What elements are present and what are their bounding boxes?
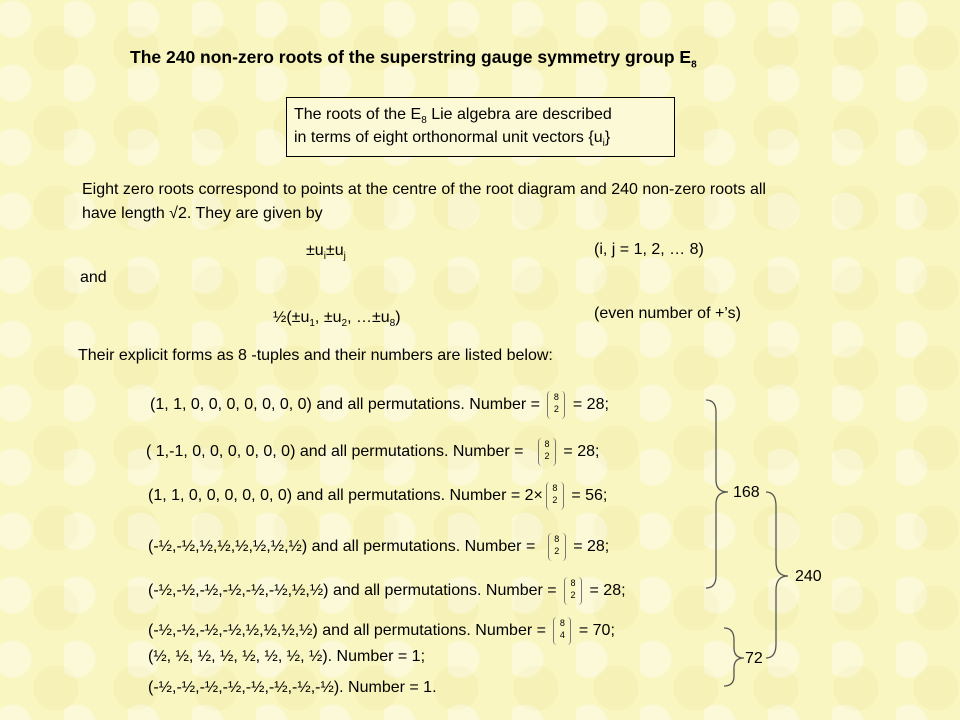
row-result: = 70; bbox=[574, 622, 615, 640]
f2-b-sub: 2 bbox=[341, 318, 348, 330]
row-result: = 28; bbox=[585, 582, 626, 600]
binom-bottom: 2 bbox=[570, 590, 576, 600]
binom-bottom: 4 bbox=[559, 630, 565, 640]
f2-a: ½(±u bbox=[273, 309, 310, 326]
binom-top: 8 bbox=[554, 534, 560, 544]
f1-b-sub: j bbox=[343, 251, 346, 263]
intro-line-2: have length √2. They are given by bbox=[82, 205, 323, 222]
root-row: (-½,-½,-½,-½,-½,-½,-½,-½). Number = 1. bbox=[148, 679, 437, 696]
box-line2-post: } bbox=[604, 129, 611, 146]
box-line1-sub: 8 bbox=[421, 115, 427, 127]
formula-2-condition: (even number of +’s) bbox=[594, 305, 741, 322]
brace-240 bbox=[766, 492, 788, 658]
row-result: = 28; bbox=[568, 396, 609, 414]
binom-top: 8 bbox=[559, 618, 565, 628]
row-result: = 28; bbox=[568, 538, 610, 556]
row-text: (-½,-½,½,½,½,½,½,½) and all permutations. Number = bbox=[148, 538, 540, 556]
brace-72 bbox=[724, 628, 744, 686]
f2-b: , ±u bbox=[314, 309, 342, 326]
row-result: = 56; bbox=[566, 487, 608, 505]
row-result: = 28; bbox=[558, 443, 600, 461]
f2-d: ) bbox=[395, 309, 401, 326]
box-line2-pre: in terms of eight orthonormal unit vectors {u bbox=[294, 129, 603, 146]
and-label: and bbox=[80, 269, 107, 286]
formula-1-condition: (i, j = 1, 2, … 8) bbox=[594, 241, 704, 258]
row-text: (1, 1, 0, 0, 0, 0, 0, 0, 0) and all permutations. Number = bbox=[150, 396, 545, 414]
box-line1-post: Lie algebra are described bbox=[426, 106, 612, 123]
f1-a-sub: i bbox=[323, 251, 326, 263]
binom-top: 8 bbox=[552, 483, 558, 493]
total-72: 72 bbox=[745, 650, 763, 667]
f1-b: ±u bbox=[325, 242, 344, 259]
root-row: (½, ½, ½, ½, ½, ½, ½, ½). Number = 1; bbox=[148, 648, 426, 665]
f1-a: ±u bbox=[306, 242, 324, 259]
box-line2-sub: i bbox=[602, 138, 605, 150]
row-text: (1, 1, 0, 0, 0, 0, 0, 0) and all permutations. Number = 2× bbox=[148, 487, 543, 505]
intro-line-1: Eight zero roots correspond to points at the centre of the root diagram and 240 non-zero roots all bbox=[82, 181, 766, 198]
f2-a-sub: 1 bbox=[309, 318, 315, 330]
brace-168 bbox=[706, 400, 728, 588]
binom-bottom: 2 bbox=[553, 404, 559, 414]
total-240: 240 bbox=[795, 568, 822, 585]
row-text: ( 1,-1, 0, 0, 0, 0, 0, 0) and all permutations. Number = bbox=[146, 443, 528, 461]
binom-top: 8 bbox=[544, 439, 550, 449]
explicit-forms-heading: Their explicit forms as 8 -tuples and their numbers are listed below: bbox=[78, 347, 553, 364]
binom-top: 8 bbox=[570, 578, 576, 588]
row-text: (-½,-½,-½,-½,½,½,½,½) and all permutations. Number = bbox=[148, 622, 551, 640]
f2-c-sub: 8 bbox=[389, 318, 396, 330]
binom-top: 8 bbox=[553, 392, 559, 402]
title-subscript: 8 bbox=[691, 59, 697, 71]
binom-bottom: 2 bbox=[544, 451, 550, 461]
box-line1-pre: The roots of the E bbox=[294, 106, 422, 123]
binom-bottom: 2 bbox=[552, 495, 558, 505]
row-text: (-½,-½,-½,-½,-½,-½,½,½) and all permutations. Number = bbox=[148, 582, 562, 600]
total-168: 168 bbox=[733, 484, 760, 501]
title-text: The 240 non-zero roots of the superstring gauge symmetry group E bbox=[130, 47, 692, 67]
f2-c: , …±u bbox=[347, 309, 390, 326]
binom-bottom: 2 bbox=[554, 546, 560, 556]
